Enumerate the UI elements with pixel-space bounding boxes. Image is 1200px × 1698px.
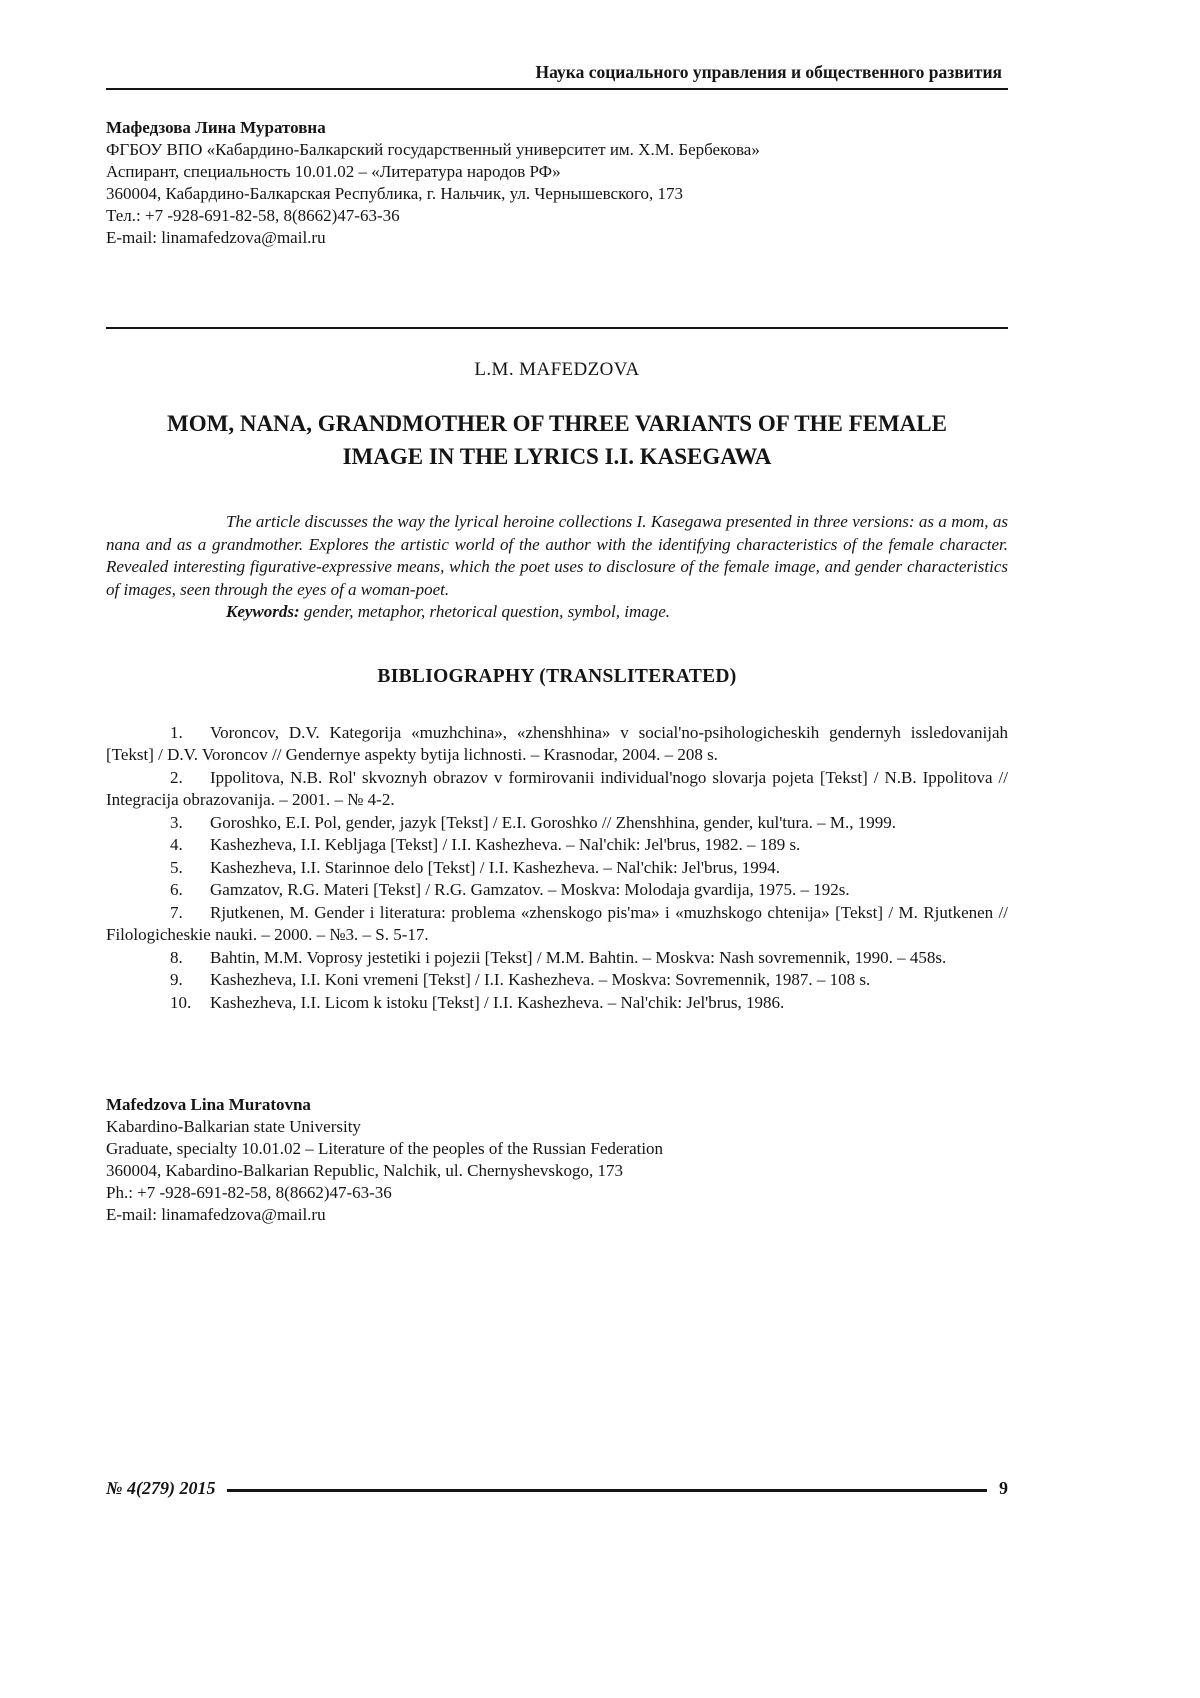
bibliography-item-text: Ippolitova, N.B. Rol' skvoznyh obrazov v formirovanii individual'nogo slovarja pojeta [Tekst] / N.B. Ippolitova // Integracija obrazovanija. – 2001. – № 4-2. [106, 767, 1008, 809]
bibliography-item-text: Rjutkenen, M. Gender i literatura: problema «zhenskogo pis'ma» i «muzhskogo chtenija» [Tekst] / M. Rjutkenen // Filologicheskie nauki. – 2000. – №3. – S. 5-17. [106, 902, 1008, 944]
author-address-en: 360004, Kabardino-Balkarian Republic, Nalchik, ul. Chernyshevskogo, 173 [106, 1161, 623, 1180]
bibliography-item-number: 7. [170, 902, 183, 922]
bibliography-item-number: 10. [170, 992, 192, 1012]
author-address-ru: 360004, Кабардино-Балкарская Республика, г. Нальчик, ул. Чернышевского, 173 [106, 184, 684, 203]
page-number: 9 [999, 1478, 1008, 1498]
page-footer [106, 1478, 1008, 1499]
bibliography-item [106, 812, 1008, 835]
bibliography-item-text: Kashezheva, I.I. Licom k istoku [Tekst] / I.I. Kashezheva. – Nal'chik: Jel'brus, 1986. [210, 992, 785, 1012]
bibliography-item [106, 879, 1008, 902]
keywords-text: gender, metaphor, rhetorical question, symbol, image. [303, 602, 671, 621]
author-email-en: E-mail: linamafedzova@mail.ru [106, 1205, 326, 1224]
author-name-ru: Мафедзова Лина Муратовна [106, 118, 326, 137]
bibliography-item-number: 6. [170, 880, 183, 899]
bibliography-item-text: Gamzatov, R.G. Materi [Tekst] / R.G. Gamzatov. – Moskva: Molodaja gvardija, 1975. – 192s. [210, 880, 850, 899]
bibliography-item [106, 834, 1008, 857]
article-title: MOM, NANA, GRANDMOTHER OF THREE VARIANTS OF THE FEMALE IMAGE IN THE LYRICS I.I. KASEGAWA [167, 411, 947, 469]
bibliography-heading: BIBLIOGRAPHY (TRANSLITERATED) [377, 665, 737, 687]
article-abstract: The article discusses the way the lyrical heroine collections I. Kasegawa presented in three versions: as a mom, as nana and as a grandmother. Explores the artistic world of the author with the identifying characteristics of the female character. Revealed interesting figurative-expressive means, which the poet uses to disclosure of the female image, and gender characteristics of images, seen through the eyes of a woman-poet. [106, 512, 1008, 599]
bibliography-item [106, 902, 1008, 947]
bibliography-item-number: 8. [170, 947, 183, 967]
bibliography-item-text: Voroncov, D.V. Kategorija «muzhchina», «zhenshhina» v social'no-psihologicheskih gendernyh issledovanijah [Tekst] / D.V. Voroncov // Gendernye aspekty bytija lichnosti. – Krasnodar, 2004. – 208 s. [106, 722, 1008, 764]
keywords-line [106, 601, 1008, 624]
bibliography-item [106, 767, 1008, 812]
author-name-en: Mafedzova Lina Muratovna [106, 1095, 311, 1114]
author-block-english [106, 1094, 1008, 1226]
author-position-ru: Аспирант, специальность 10.01.02 – «Литература народов РФ» [106, 162, 561, 181]
article-author: L.M. MAFEDZOVA [474, 359, 640, 380]
section-divider [106, 327, 1008, 329]
bibliography-item [106, 992, 1008, 1015]
bibliography-item-number: 3. [170, 812, 183, 832]
issue-label: № 4(279) 2015 [106, 1478, 216, 1498]
bibliography-item-text: Kashezheva, I.I. Kebljaga [Tekst] / I.I. Kashezheva. – Nal'chik: Jel'brus, 1982. – 189 s. [210, 835, 801, 854]
bibliography-item-number: 1. [170, 722, 183, 742]
bibliography-item-text: Kashezheva, I.I. Starinnoe delo [Tekst] / I.I. Kashezheva. – Nal'chik: Jel'brus, 1994. [210, 857, 781, 877]
abstract-block [106, 511, 1008, 624]
keywords-label: Keywords: [226, 602, 300, 621]
author-email-ru: E-mail: linamafedzova@mail.ru [106, 228, 326, 247]
author-phone-ru: Тел.: +7 -928-691-82-58, 8(8662)47-63-36 [106, 206, 400, 225]
bibliography-item [106, 722, 1008, 767]
bibliography-item [106, 969, 1008, 992]
author-block-russian [106, 117, 1008, 249]
bibliography-item-text: Goroshko, E.I. Pol, gender, jazyk [Tekst] / E.I. Goroshko // Zhenshhina, gender, kul'tura. – M., 1999. [210, 812, 897, 832]
page-header [106, 62, 1008, 90]
bibliography-item [106, 947, 1008, 970]
bibliography-item-text: Bahtin, M.M. Voprosy jestetiki i pojezii [Tekst] / M.M. Bahtin. – Moskva: Nash sovremennik, 1990. – 458s. [210, 947, 947, 967]
bibliography-item-number: 2. [170, 767, 183, 787]
bibliography-item-number: 5. [170, 857, 183, 877]
author-phone-en: Ph.: +7 -928-691-82-58, 8(8662)47-63-36 [106, 1183, 392, 1202]
bibliography-list [106, 722, 1008, 1015]
author-affiliation-ru: ФГБОУ ВПО «Кабардино-Балкарский государственный университет им. Х.М. Бербекова» [106, 140, 760, 159]
bibliography-item [106, 857, 1008, 880]
author-affiliation-en: Kabardino-Balkarian state University [106, 1117, 361, 1136]
journal-header-title: Наука социального управления и общественного развития [535, 62, 1002, 82]
bibliography-item-number: 4. [170, 835, 183, 854]
bibliography-item-text: Kashezheva, I.I. Koni vremeni [Tekst] / I.I. Kashezheva. – Moskva: Sovremennik, 1987. – 108 s. [210, 970, 871, 989]
footer-rule [227, 1489, 987, 1492]
author-position-en: Graduate, specialty 10.01.02 – Literature of the peoples of the Russian Federation [106, 1139, 664, 1158]
bibliography-item-number: 9. [170, 970, 183, 989]
